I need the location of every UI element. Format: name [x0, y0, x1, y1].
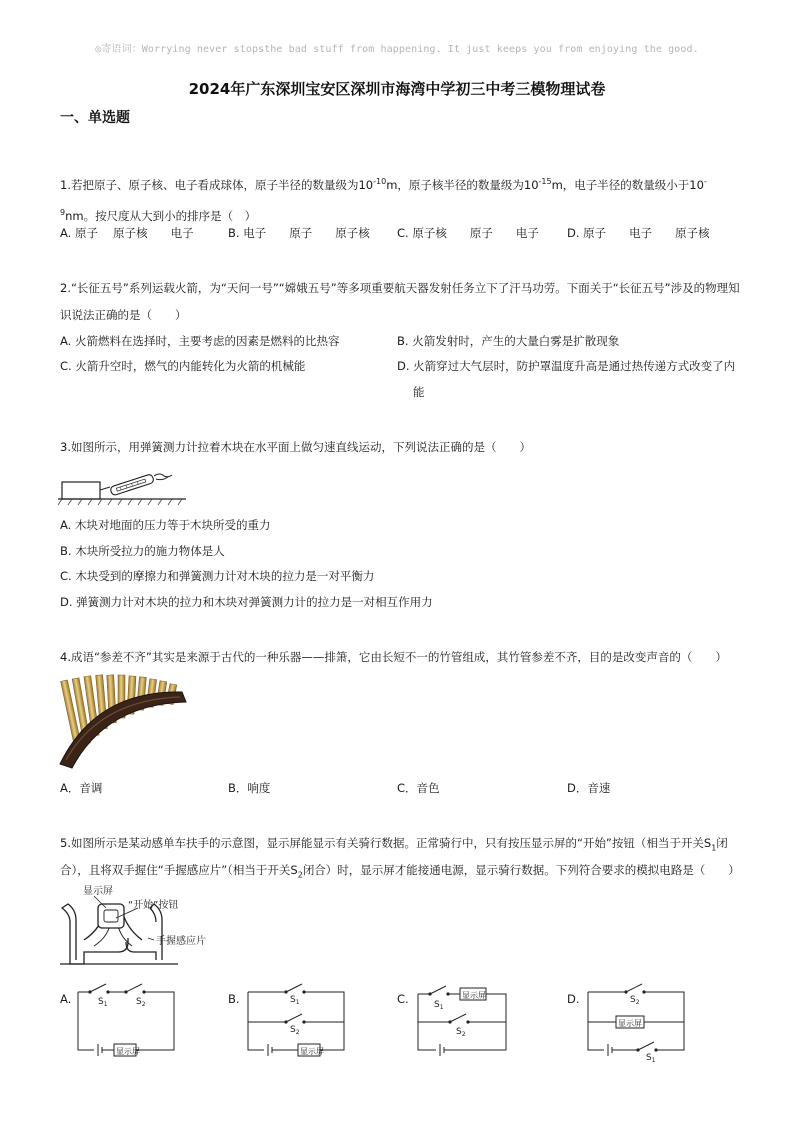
- q4-option-d: D．音速: [567, 781, 611, 795]
- svg-text:S2: $S_2$: [630, 995, 640, 1006]
- svg-text:S2: $S_2$: [456, 1027, 466, 1038]
- q5-option-a-letter: A.: [60, 992, 72, 1006]
- q3-option-b: B. 木块所受拉力的施力物体是人: [60, 544, 225, 558]
- q3-option-a: A. 木块对地面的压力等于木块所受的重力: [60, 518, 271, 532]
- question-4-stem: 4.成语“参差不齐”其实是来源于古代的一种乐器——排箫，它由长短不一的竹管组成，其竹管参差不齐，目的是改变声音的（ ）: [60, 650, 727, 664]
- panpipe-figure: [56, 672, 196, 770]
- svg-text:显示屏: 显示屏: [618, 1019, 642, 1028]
- q5-option-d-letter: D.: [567, 992, 580, 1006]
- q3-option-c: C. 木块受到的摩擦力和弹簧测力计对木块的拉力是一对平衡力: [60, 569, 375, 583]
- circuit-a: [70, 982, 182, 1062]
- q2-option-d-cont: 能: [413, 385, 425, 399]
- section-heading: 一、单选题: [60, 110, 130, 126]
- handlebar-figure: [54, 880, 234, 970]
- q3-option-d: D. 弹簧测力计对木块的拉力和木块对弹簧测力计的拉力是一对相互作用力: [60, 595, 433, 609]
- svg-text:S2: $S_2$: [136, 997, 146, 1008]
- label-start-button: “开始”按钮: [128, 900, 179, 911]
- q5-option-c-letter: C.: [397, 992, 409, 1006]
- svg-text:显示屏: 显示屏: [116, 1047, 140, 1056]
- q2-option-a: A. 火箭燃料在选择时，主要考虑的因素是燃料的比热容: [60, 334, 340, 348]
- question-1-stem: 1.若把原子、原子核、电子看成球体，原子半径的数量级为$10^{-10}m$，原子核半径的数量级为$10^{-15}m$，电子半径的数量级小于$10^{-9}nm$。按尺度从大到小的排序是（ ）: [60, 177, 707, 223]
- q4-option-b: B．响度: [228, 781, 271, 795]
- q4-option-c: C．音色: [397, 781, 440, 795]
- circuit-d: [580, 982, 692, 1062]
- circuit-c: [410, 982, 522, 1062]
- svg-text:S1: $S_1$: [290, 995, 300, 1006]
- label-sensor: 手握感应片: [156, 936, 206, 947]
- motto: ◎寄语词：Worrying never stopsthe bad stuff from happening. It just keeps you from enjoying the good.: [95, 44, 699, 55]
- svg-text:S1: $S_1$: [646, 1053, 656, 1062]
- question-3-stem: 3.如图所示，用弹簧测力计拉着木块在水平面上做匀速直线运动，下列说法正确的是（ ）: [60, 440, 531, 454]
- svg-text:显示屏: 显示屏: [300, 1047, 324, 1056]
- q2-option-d: D. 火箭穿过大气层时，防护罩温度升高是通过热传递方式改变了内: [397, 359, 736, 373]
- svg-text:S2: $S_2$: [290, 1025, 300, 1036]
- q1-option-b: B. 电子 原子 原子核: [228, 226, 370, 240]
- label-screen: 显示屏: [83, 886, 113, 897]
- q4-option-a: A．音调: [60, 781, 103, 795]
- circuit-b: [240, 982, 352, 1062]
- q2-option-c: C. 火箭升空时，燃气的内能转化为火箭的机械能: [60, 359, 306, 373]
- question-5-line-2: 合），且将双手握住“手握感应片”（相当于开关$S_2$闭合）时，显示屏才能接通电源，显示骑行数据。下列符合要求的模拟电路是（ ）: [60, 863, 740, 880]
- question-5-line-1: 5.如图所示是某动感单车扶手的示意图，显示屏能显示有关骑行数据。正常骑行中，只有按压显示屏的“开始”按钮（相当于开关$S_1$闭: [60, 836, 728, 853]
- svg-text:显示屏: 显示屏: [462, 991, 486, 1000]
- svg-text:S1: $S_1$: [98, 997, 108, 1008]
- question-2-stem: 2.“长征五号”系列运载火箭，为“天问一号”“嫦娥五号”等多项重要航天器发射任务立下了汗马功劳。下面关于“长征五号”涉及的物理知识说法正确的是（ ）: [60, 281, 740, 322]
- q2-option-b: B. 火箭发射时，产生的大量白雾是扩散现象: [397, 334, 620, 348]
- page-title: 2024年广东深圳宝安区深圳市海湾中学初三中考三模物理试卷: [188, 80, 606, 98]
- svg-text:S1: $S_1$: [434, 1000, 444, 1011]
- q1-option-a: A. 原子 原子核 电子: [60, 226, 194, 240]
- q1-option-d: D. 原子 电子 原子核: [567, 226, 710, 240]
- spring-scale-block-figure: [58, 470, 188, 506]
- q5-option-b-letter: B.: [228, 992, 240, 1006]
- q1-option-c: C. 原子核 原子 电子: [397, 226, 539, 240]
